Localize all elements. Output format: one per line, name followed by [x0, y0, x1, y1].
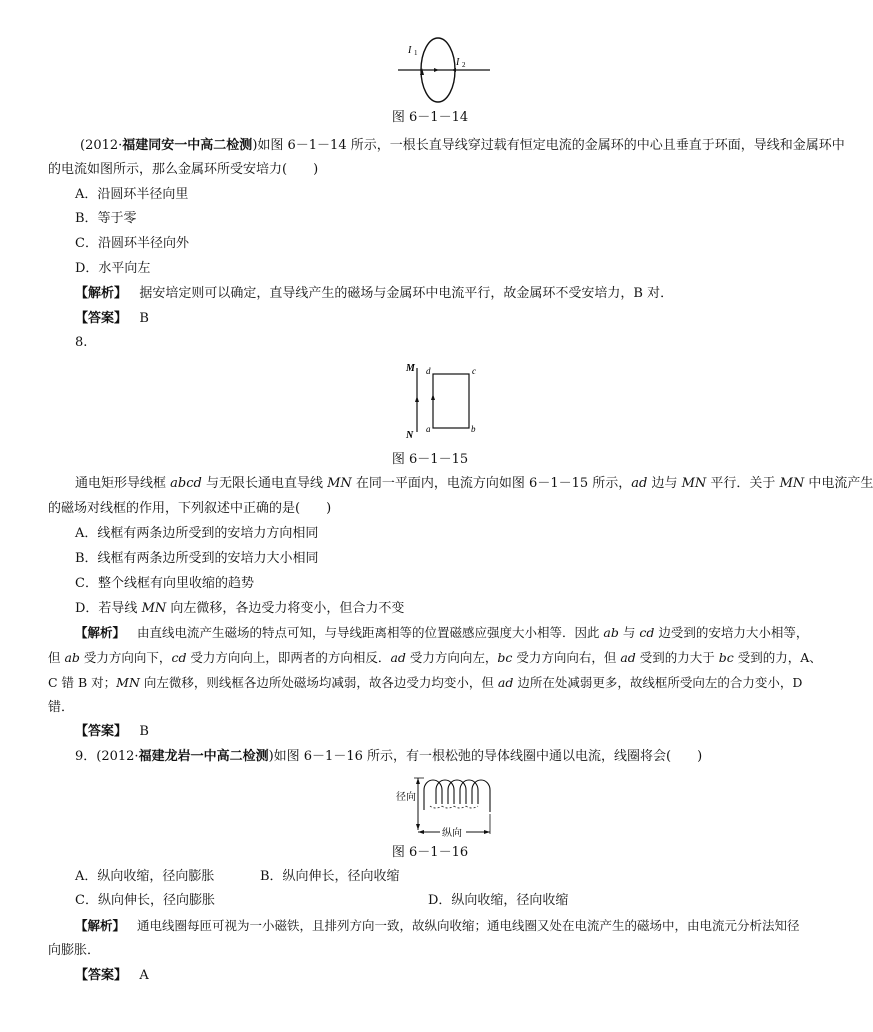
q9-option-b: B．纵向伸长，径向收缩: [260, 869, 400, 884]
analysis-tag: 【解析】: [75, 918, 126, 933]
q8-stem-line1: 通电矩形导线框 abcd 与无限长通电直导线 MN 在同一平面内，电流方向如图 6－1－15 所示，ad 边与 MN 平行．关于 MN 中电流产生: [75, 476, 873, 491]
label-c: c: [472, 366, 476, 376]
figure-6-1-16: [392, 772, 502, 842]
q8-analysis-line2: 但 ab 受力方向向下，cd 受力方向向上，即两者的方向相反．ad 受力方向向左，bc 受力方向向右，但 ad 受到的力大于 bc 受到的力，A、: [48, 650, 822, 665]
q7-stem-line2: 的电流如图所示，那么金属环所受安培力( ): [48, 162, 319, 177]
label-radial: 径向: [396, 792, 416, 803]
q7-source-school: 福建同安一中高二检测: [122, 138, 253, 153]
q7-answer: [75, 309, 149, 329]
label-i1: I: [408, 45, 412, 56]
q9-answer-value: A: [139, 968, 149, 983]
q8-analysis-line3: C 错 B 对；MN 向左微移，则线框各边所处磁场均减弱，故各边受力均变小，但 ad 边所在处减弱更多，故线框所受向左的合力变小，D: [48, 675, 803, 690]
q7-option-a: A．沿圆环半径向里: [75, 187, 189, 202]
analysis-tag: 【解析】: [75, 625, 126, 640]
label-d: d: [426, 366, 431, 376]
label-b: b: [471, 424, 476, 434]
label-axial: 纵向: [442, 828, 462, 839]
q7-stem-text: )如图 6－1－14 所示，一根长直导线穿过载有恒定电流的金属环的中心且垂直于环面，导线和金属环中: [252, 138, 845, 153]
q7-answer-value: B: [139, 311, 149, 326]
q9-option-c: C．纵向伸长，径向膨胀: [75, 893, 215, 908]
figure-caption-14: 图 6－1－14: [391, 110, 469, 125]
label-n: N: [406, 430, 414, 441]
q8-option-b: B．线框有两条边所受到的安培力大小相同: [75, 551, 319, 566]
q8-answer-value: B: [139, 724, 149, 739]
q8-option-d: D．若导线 MN 向左微移，各边受力将变小，但合力不变: [75, 601, 405, 616]
q9-answer: [75, 966, 149, 986]
q8-analysis-line4: 错．: [48, 700, 75, 715]
q9-option-d: D．纵向收缩，径向收缩: [428, 893, 569, 908]
q7-source: (2012·: [80, 138, 123, 153]
q9-stem: [75, 747, 702, 767]
q8-analysis-line1: 【解析】 由直线电流产生磁场的特点可知，与导线距离相等的位置磁感应强度大小相等．因此 ab 与 cd 边受到的安培力大小相等，: [75, 625, 809, 640]
q8-option-c: C．整个线框有向里收缩的趋势: [75, 576, 254, 591]
q8-number: 8.: [75, 335, 88, 350]
q8-stem-line2: 的磁场对线框的作用，下列叙述中正确的是( ): [48, 501, 332, 516]
q9-stem-text: )如图 6－1－16 所示，有一根松弛的导体线圈中通以电流，线圈将会( ): [268, 749, 703, 764]
q8-answer: [75, 722, 149, 742]
answer-tag: 【答案】: [75, 311, 128, 326]
figure-caption-16: 图 6－1－16: [391, 845, 469, 860]
q7-option-b: B．等于零: [75, 211, 137, 226]
label-i2-sub: 2: [462, 61, 466, 69]
answer-tag: 【答案】: [75, 724, 128, 739]
q9-analysis-line2: 向膨胀．: [48, 943, 101, 958]
analysis-tag: 【解析】: [75, 286, 128, 301]
label-i1-sub: 1: [414, 49, 418, 57]
label-i2: I: [456, 57, 460, 68]
q7-analysis: [75, 284, 673, 304]
q9-source: 9．(2012·: [75, 749, 139, 764]
figure-6-1-14: [390, 28, 500, 108]
figure-6-1-15: [400, 358, 490, 448]
q9-option-a: A．纵向收缩，径向膨胀: [75, 869, 215, 884]
q9-source-school: 福建龙岩一中高二检测: [138, 749, 269, 764]
figure-caption-15: 图 6－1－15: [391, 452, 469, 467]
q7-analysis-text: 据安培定则可以确定，直导线产生的磁场与金属环中电流平行，故金属环不受安培力，B 对．: [139, 286, 674, 301]
q7-option-d: D．水平向左: [75, 261, 151, 276]
q8-option-a: A．线框有两条边所受到的安培力方向相同: [75, 526, 319, 541]
answer-tag: 【答案】: [75, 968, 128, 983]
q7-option-c: C．沿圆环半径向外: [75, 236, 189, 251]
label-m: M: [406, 363, 415, 374]
q7-stem-line1: [80, 136, 845, 156]
label-a: a: [426, 424, 431, 434]
q9-analysis-line1: 【解析】 通电线圈每匝可视为一小磁铁，且排列方向一致，故纵向收缩；通电线圈又处在电流产生的磁场中，由电流元分析法知径: [75, 918, 800, 933]
